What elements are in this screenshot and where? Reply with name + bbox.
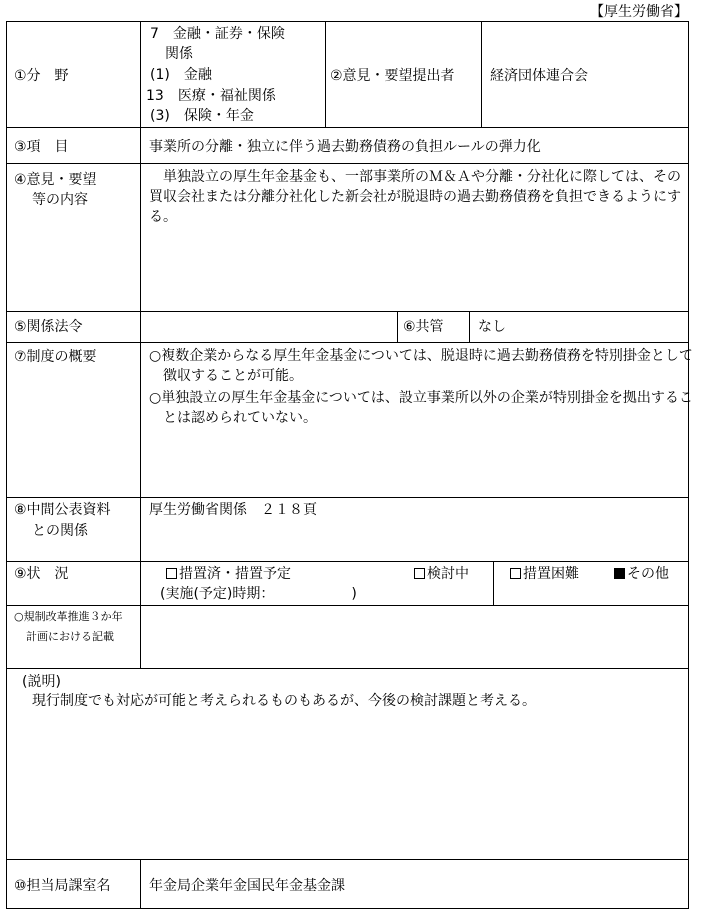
interim-label-line-1: ⑧中間公表資料 <box>14 502 111 518</box>
col-divider <box>481 21 482 127</box>
plan-label-line-1: ○規制改革推進３か年 <box>14 610 123 623</box>
field-line-1: 7 金融・証券・保険 <box>150 26 285 42</box>
row-divider <box>6 127 689 128</box>
interim-value: 厚生労働省関係 ２１８頁 <box>149 502 317 518</box>
col-divider <box>140 21 141 668</box>
joint-label: ⑥共管 <box>403 319 444 335</box>
overview-paragraph-1: ○複数企業からなる厚生年金基金については、脱退時に過去勤務債務を特別掛金として徴収することが可能。 <box>149 348 693 384</box>
item-label: ③項 目 <box>14 139 69 155</box>
row-divider <box>6 311 689 312</box>
status-option-implemented[interactable]: 措置済・措置予定 <box>166 564 291 584</box>
col-divider <box>397 311 398 342</box>
joint-value: なし <box>478 319 506 335</box>
col-divider <box>493 561 494 605</box>
checkbox-empty-icon <box>510 568 521 579</box>
status-option-difficult[interactable]: 措置困難 <box>510 564 579 584</box>
overview-paragraph-2: ○単独設立の厚生年金基金については、設立事業所以外の企業が特別掛金を拠出することは認められていない。 <box>149 390 693 426</box>
request-label-line-2: 等の内容 <box>32 192 88 208</box>
bureau-label: ⑩担当局課室名 <box>14 878 111 894</box>
law-label: ⑤関係法令 <box>14 319 83 335</box>
field-line-4: 13 医療・福祉関係 <box>146 88 276 104</box>
row-divider <box>6 605 689 606</box>
plan-label-line-2: 計画における記載 <box>26 630 114 643</box>
col-divider <box>325 21 326 127</box>
overview-label: ⑦制度の概要 <box>14 349 97 365</box>
row-divider <box>6 859 689 860</box>
field-line-3: (1) 金融 <box>150 67 212 83</box>
field-label: ①分 野 <box>14 68 69 84</box>
request-text: 単独設立の厚生年金基金も、一部事業所のＭ＆Ａや分離・分社化に際しては、その買収会社または分離分社化した新会社が脱退時の過去勤務債務を負担できるようにする。 <box>149 169 681 225</box>
status-label: ⑨状 況 <box>14 566 69 582</box>
item-value: 事業所の分離・独立に伴う過去勤務債務の負担ルールの弾力化 <box>149 139 541 155</box>
status-period: (実施(予定)時期： ) <box>160 586 357 602</box>
ministry-name: 【厚生労働省】 <box>590 4 688 20</box>
row-divider <box>6 497 689 498</box>
status-option-other[interactable]: その他 <box>614 564 669 584</box>
checkbox-empty-icon <box>414 568 425 579</box>
submitter-label: ②意見・要望提出者 <box>330 68 455 84</box>
col-divider <box>140 859 141 909</box>
row-divider <box>6 163 689 164</box>
interim-label-line-2: との関係 <box>32 523 88 539</box>
bureau-value: 年金局企業年金国民年金基金課 <box>149 878 345 894</box>
field-line-2: 関係 <box>165 46 193 62</box>
request-label-line-1: ④意見・要望 <box>14 172 97 188</box>
row-divider <box>6 561 689 562</box>
field-line-5: (3) 保険・年金 <box>150 108 254 124</box>
row-divider <box>6 668 689 669</box>
status-option-reviewing[interactable]: 検討中 <box>414 564 469 584</box>
col-divider <box>469 311 470 342</box>
explanation-text: 現行制度でも対応が可能と考えられるものもあるが、今後の検討課題と考える。 <box>32 693 536 709</box>
row-divider <box>6 342 689 343</box>
checkbox-empty-icon <box>166 568 177 579</box>
submitter-value: 経済団体連合会 <box>490 68 588 84</box>
checkbox-filled-icon <box>614 568 625 579</box>
explanation-heading: (説明) <box>22 674 61 690</box>
